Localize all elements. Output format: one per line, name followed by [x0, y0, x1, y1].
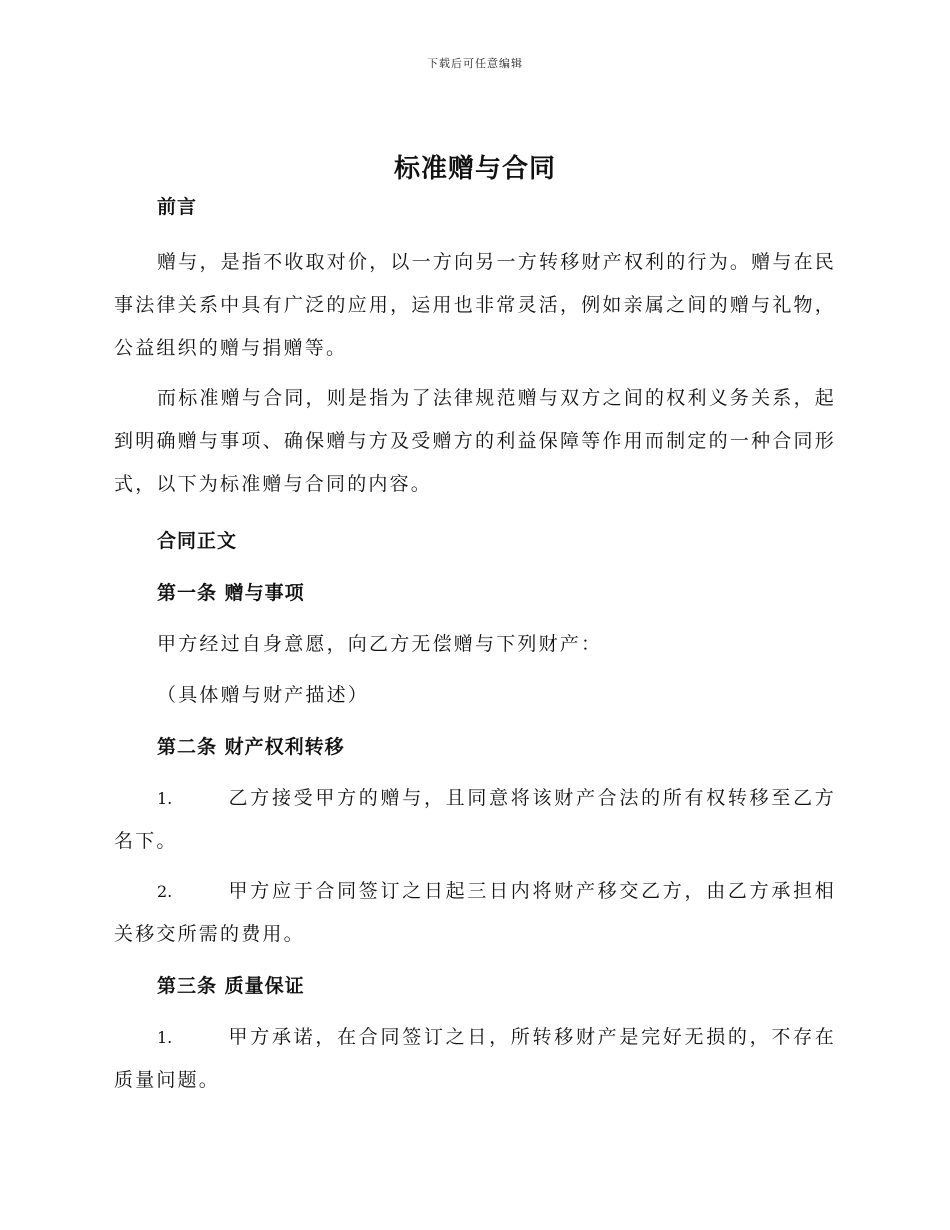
header-note: 下载后可任意编辑 [427, 57, 523, 70]
preface-paragraph-2: 而标准赠与合同，则是指为了法律规范赠与双方之间的权利义务关系，起到明确赠与事项、确保赠与方及受赠方的利益保障等作用而制定的一种合同形式，以下为标准赠与合同的内容。 [114, 387, 836, 495]
article-2-heading: 第二条 财产权利转移 [157, 736, 345, 758]
article-3-heading: 第三条 质量保证 [157, 975, 305, 997]
list-number: 2. [157, 882, 173, 901]
list-item-text: 甲方应于合同签订之日起三日内将财产移交乙方，由乙方承担相关移交所需的费用。 [114, 880, 836, 945]
document-title: 标准赠与合同 [393, 154, 556, 184]
article-1-paragraph-2: （具体赠与财产描述） [157, 684, 370, 706]
article-2-item-1 [114, 777, 836, 863]
document-body [114, 190, 836, 1102]
article-2-item-2 [114, 870, 836, 956]
list-item-text: 乙方接受甲方的赠与，且同意将该财产合法的所有权转移至乙方名下。 [114, 787, 836, 852]
contract-body-heading: 合同正文 [157, 530, 238, 552]
article-1-paragraph-1: 甲方经过自身意愿，向乙方无偿赠与下列财产： [157, 633, 603, 655]
article-1-heading: 第一条 赠与事项 [157, 582, 305, 604]
article-3-item-1 [114, 1016, 836, 1102]
list-item-text: 甲方承诺，在合同签订之日，所转移财产是完好无损的，不存在质量问题。 [114, 1026, 836, 1091]
list-number: 1. [157, 1028, 173, 1047]
preface-heading: 前言 [157, 196, 198, 218]
preface-paragraph-1: 赠与，是指不收取对价，以一方向另一方转移财产权利的行为。赠与在民事法律关系中具有广泛的应用，运用也非常灵活，例如亲属之间的赠与礼物，公益组织的赠与捐赠等。 [114, 251, 836, 359]
list-number: 1. [157, 789, 173, 808]
